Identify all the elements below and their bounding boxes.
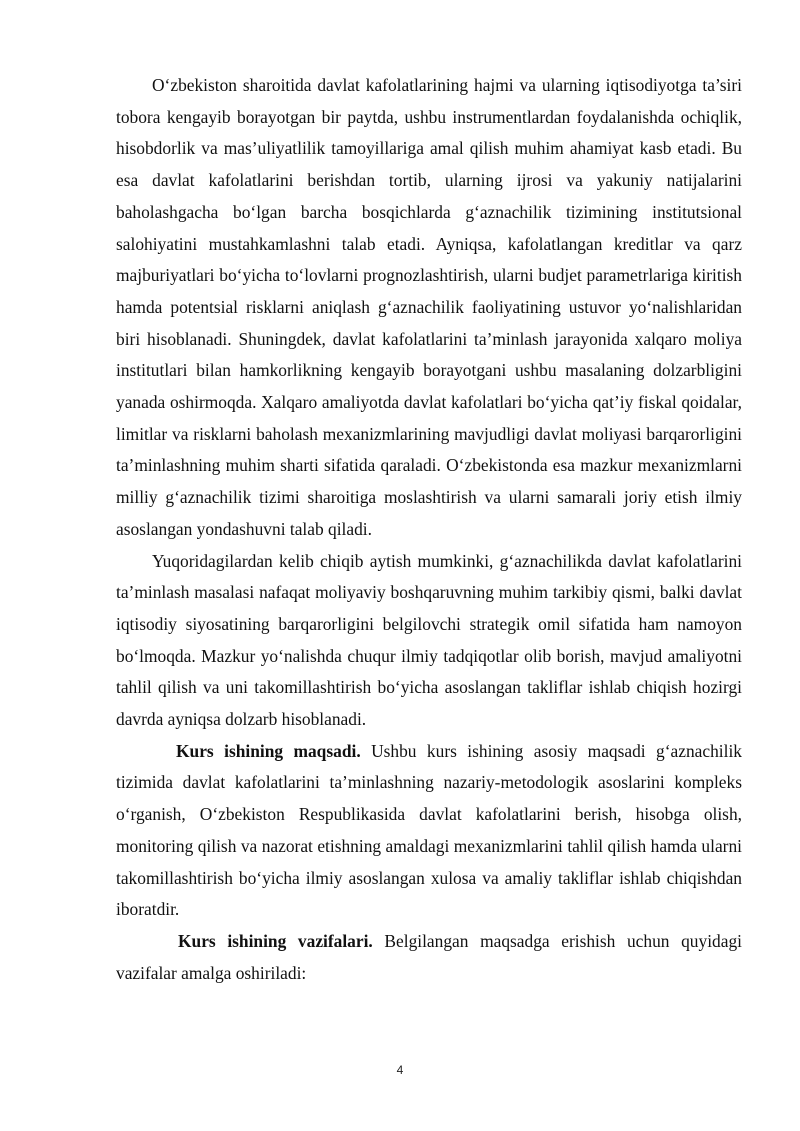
page-body [116, 70, 742, 989]
page-number: 4 [396, 1063, 404, 1077]
paragraph-course-goal [116, 736, 742, 926]
course-tasks-text: Belgilangan maqsadga erishish uchun quyidagi vazifalar amalga oshiriladi: [116, 930, 742, 983]
course-goal-heading: Kurs ishining maqsadi. [176, 740, 361, 761]
course-goal-text: Ushbu kurs ishining asosiy maqsadi g‘aznachilik tizimida davlat kafolatlarini ta’minlashning nazariy-metodologik asoslarini kompleks o‘rganish, O‘zbekiston Respublikasida davlat kafolatlarini berish, hisobga olish, monitoring qilish va nazorat etishning amaldagi mexanizmlarini tahlil qilish hamda ularni takomillashtirish bo‘yicha ilmiy asoslangan xulosa va amaliy takliflar ishlab chiqishdan iboratdir. [116, 740, 742, 920]
paragraph-course-tasks [116, 926, 742, 989]
paragraph-state-guarantees-context: O‘zbekiston sharoitida davlat kafolatlarining hajmi va ularning iqtisodiyotga ta’siri tobora kengayib borayotgan bir paytda, ushbu instrumentlardan foydalanishda ochiqlik, hisobdorlik va mas’uliyatlilik tamoyillariga amal qilish muhim ahamiyat kasb etadi. Bu esa davlat kafolatlarini berishdan tortib, ularning ijrosi va yakuniy natijalarini baholashgacha bo‘lgan barcha bosqichlarda g‘aznachilik tizimining institutsional salohiyatini mustahkamlashni talab etadi. Ayniqsa, kafolatlangan kreditlar va qarz majburiyatlari bo‘yicha to‘lovlarni prognozlashtirish, ularni budjet parametrlariga kiritish hamda potentsial risklarni aniqlash g‘aznachilik faoliyatining ustuvor yo‘nalishlaridan biri hisoblanadi. Shuningdek, davlat kafolatlarini ta’minlash jarayonida xalqaro moliya institutlari bilan hamkorlikning kengayib borayotgani ushbu masalaning dolzarbligini yanada oshirmoqda. Xalqaro amaliyotda davlat kafolatlari bo‘yicha qat’iy fiskal qoidalar, limitlar va risklarni baholash mexanizmlarining mavjudligi davlat moliyasi barqarorligini ta’minlashning muhim sharti sifatida qaraladi. O‘zbekistonda esa mazkur mexanizmlarni milliy g‘aznachilik tizimi sharoitiga moslashtirish va ularni samarali joriy etish ilmiy asoslangan yondashuvni talab qiladi. [116, 75, 742, 539]
course-tasks-heading: Kurs ishining vazifalari. [178, 930, 373, 951]
paragraph-conclusion-relevance: Yuqoridagilardan kelib chiqib aytish mumkinki, g‘aznachilikda davlat kafolatlarini ta’minlash masalasi nafaqat moliyaviy boshqaruvning muhim tarkibiy qismi, balki davlat iqtisodiy siyosatining barqarorligini belgilovchi strategik omil sifatida ham namoyon bo‘lmoqda. Mazkur yo‘nalishda chuqur ilmiy tadqiqotlar olib borish, mavjud amaliyotni tahlil qilish va uni takomillashtirish bo‘yicha asoslangan takliflar ishlab chiqish hozirgi davrda ayniqsa dolzarb hisoblanadi. [116, 550, 742, 730]
